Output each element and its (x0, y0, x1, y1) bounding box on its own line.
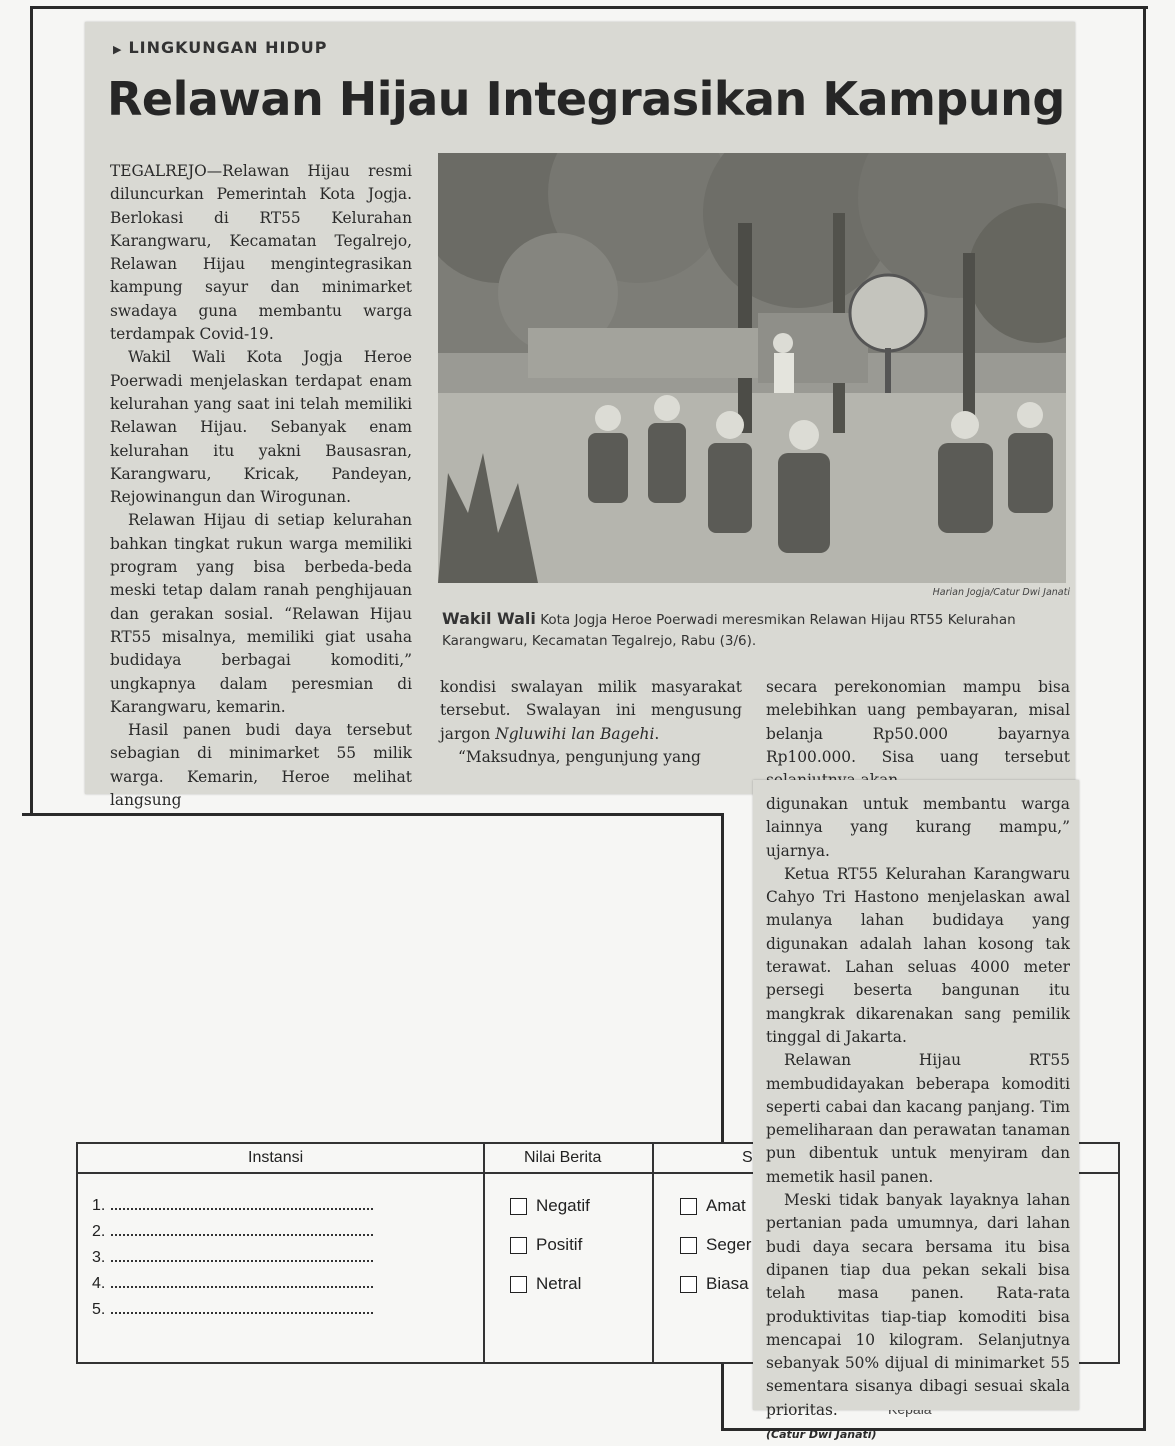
form-column-divider (652, 1144, 654, 1362)
paragraph: Relawan Hijau di setiap kelurahan bahkan tingkat rukun warga memiliki program yang bisa berbeda-beda meski tetap dalam ranah penghijauan dan gerakan sosial. “Relawan Hijau RT55 misalnya, memiliki giat usaha budidaya berbagai komoditi,” ungkapnya dalam peresmian di Karangwaru, kemarin. (110, 511, 412, 716)
paragraph: Relawan Hijau RT55 membudidayakan beberapa komoditi seperti cabai dan kacang panjang. Tim pemeliharaan dan perawatan tanaman pun dibentuk untuk menyiram dan memetik hasil panen. (766, 1051, 1070, 1186)
article-column-3 (766, 676, 1070, 792)
article-column-1 (110, 160, 412, 812)
news-photo (438, 153, 1066, 583)
header-nilai-berita: Nilai Berita (524, 1149, 602, 1166)
article-column-2 (440, 676, 742, 769)
checkbox-icon[interactable] (510, 1198, 527, 1215)
instansi-row[interactable]: 4. (92, 1275, 373, 1293)
instansi-row[interactable]: 5. (92, 1301, 373, 1319)
paragraph: TEGALREJO—Relawan Hijau resmi diluncurkan Pemerintah Kota Jogja. Berlokasi di RT55 Kelurahan Karangwaru, Kecamatan Tegalrejo, Relawan Hijau mengintegrasikan kampung sayur dan minimarket swadaya guna membantu warga terdampak Covid-19. (110, 162, 412, 344)
instansi-row[interactable]: 3. (92, 1249, 373, 1267)
checkbox-segera[interactable]: Seger (680, 1235, 751, 1255)
checkbox-negatif[interactable]: Negatif (510, 1196, 590, 1216)
jargon: Ngluwihi lan Bagehi (495, 724, 655, 743)
form-column-divider (483, 1144, 485, 1362)
paragraph: digunakan untuk membantu warga lainnya yang kurang mampu,” ujarnya. (766, 795, 1070, 860)
frame-line-top (30, 6, 1148, 9)
checkbox-icon[interactable] (510, 1237, 527, 1254)
paragraph: kondisi swalayan milik masyarakat tersebut. Swalayan ini mengusung jargon Ngluwihi lan Bagehi. (440, 678, 742, 743)
headline: Relawan Hijau Integrasikan Kampung (107, 72, 1065, 126)
photo-credit: Harian Jogja/Catur Dwi Janati (932, 587, 1070, 598)
rubric: ▶ LINGKUNGAN HIDUP (113, 38, 328, 57)
instansi-row[interactable]: 2. (92, 1223, 373, 1241)
checkbox-icon[interactable] (510, 1276, 527, 1293)
frame-line-middle (22, 813, 724, 816)
paragraph: Hasil panen budi daya tersebut sebagian di minimarket 55 milik warga. Kemarin, Heroe melihat langsung (110, 721, 412, 810)
frame-line-right (1143, 6, 1146, 1430)
checkbox-icon[interactable] (680, 1276, 697, 1293)
checkbox-biasa[interactable]: Biasa (680, 1274, 749, 1294)
frame-line-left (30, 6, 33, 816)
checkbox-netral[interactable]: Netral (510, 1274, 581, 1294)
byline: (Catur Dwi Janati) (766, 1428, 877, 1442)
article-column-4 (766, 793, 1070, 1446)
photo-caption (442, 608, 1072, 652)
checkbox-positif[interactable]: Positif (510, 1235, 582, 1255)
paragraph: Ketua RT55 Kelurahan Karangwaru Cahyo Tri Hastono menjelaskan awal mulanya lahan budidaya yang digunakan adalah lahan kosong tak terawat. Lahan seluas 4000 meter persegi beserta bangunan itu mangkrak dikarenakan sang pemilik tinggal di Jakarta. (766, 864, 1070, 1046)
photo-illustration (438, 153, 1066, 583)
triangle-icon: ▶ (113, 43, 123, 56)
caption-lead: Wakil Wali (442, 609, 536, 628)
header-instansi: Instansi (248, 1149, 304, 1166)
caption-text: Kota Jogja Heroe Poerwadi meresmikan Relawan Hijau RT55 Kelurahan Karangwaru, Kecamatan Tegalrejo, Rabu (3/6). (442, 612, 1016, 649)
paragraph: secara perekonomian mampu bisa melebihkan uang pembayaran, misal belanja Rp50.000 bayarnya Rp100.000. Sisa uang tersebut (766, 678, 1070, 766)
header-sifat-partial: S (742, 1149, 753, 1166)
paragraph: Meski tidak banyak layaknya lahan pertanian pada umumnya, dari lahan budi daya secara bersama itu bisa dipanen tiap dua pekan sekali bisa telah masa panen. Rata-rata produktivitas tiap-tiap komoditi bisa mencapai 10 kilogram. Selanjutnya sebanyak 50% dijual di minimarket 55 sementara sisanya dibagi sesuai skala prioritas. (766, 1191, 1070, 1419)
paragraph (766, 1422, 1070, 1446)
checkbox-amat[interactable]: Amat (680, 1196, 746, 1216)
instansi-row[interactable]: 1. (92, 1197, 373, 1215)
checkbox-icon[interactable] (680, 1198, 697, 1215)
paragraph: Wakil Wali Kota Jogja Heroe Poerwadi menjelaskan terdapat enam kelurahan yang saat ini telah memiliki Relawan Hijau. Sebanyak enam kelurahan itu yakni Bausasran, Karangwaru, Kricak, Pandeyan, Rejowinangun dan Wirogunan. (110, 348, 412, 507)
checkbox-icon[interactable] (680, 1237, 697, 1254)
paragraph: “Maksudnya, pengunjung yang (458, 747, 701, 766)
